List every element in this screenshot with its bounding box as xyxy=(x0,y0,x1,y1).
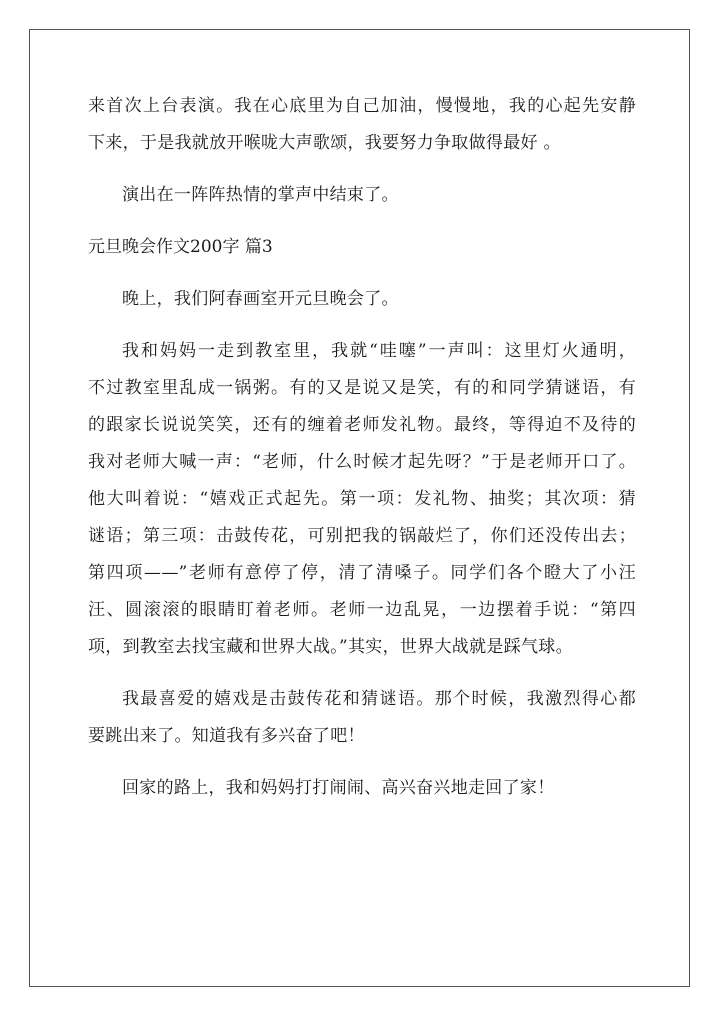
text-line: 第四项——”老师有意停了停，清了清嗓子。同学们各个瞪大了小汪 xyxy=(88,563,636,583)
paragraph xyxy=(88,281,636,318)
text-line: 我最喜爱的嬉戏是击鼓传花和猜谜语。那个时候，我激烈得心都 xyxy=(122,689,636,709)
text-line: 下来，于是我就放开喉咙大声歌颂，我要努力争取做得最好 。 xyxy=(88,133,561,153)
text-line: 要跳出来了。知道我有多兴奋了吧！ xyxy=(88,726,365,746)
text-line: 的跟家长说说笑笑，还有的缠着老师发礼物。最终，等得迫不及待的 xyxy=(88,415,636,435)
text-line: 回家的路上，我和妈妈打打闹闹、高兴奋兴地走回了家！ xyxy=(122,778,555,798)
text-line: 他大叫着说：“嬉戏正式起先。第一项：发礼物、抽奖；其次项：猜 xyxy=(88,489,636,509)
text-line: 不过教室里乱成一锅粥。有的又是说又是笑，有的和同学猜谜语，有 xyxy=(88,378,636,398)
text-line: 演出在一阵阵热情的掌声中结束了。 xyxy=(122,185,399,205)
paragraph xyxy=(88,333,636,666)
text-line: 来首次上台表演。我在心底里为自己加油，慢慢地，我的心起先安静 xyxy=(88,96,636,116)
text-line: 谜语；第三项：击鼓传花，可别把我的锅敲烂了，你们还没传出去； xyxy=(88,526,636,546)
paragraph xyxy=(88,88,636,162)
text-line: 项，到教室去找宝藏和世界大战。”其实，世界大战就是踩气球。 xyxy=(88,637,573,657)
text-line: 晚上，我们阿春画室开元旦晚会了。 xyxy=(122,289,399,309)
text-line: 汪、圆滚滚的眼睛盯着老师。老师一边乱晃，一边摆着手说：“第四 xyxy=(88,600,636,620)
text-line: 我对老师大喊一声：“老师，什么时候才起先呀？”于是老师开口了。 xyxy=(88,452,636,472)
section-heading: 元旦晚会作文200字 篇3 xyxy=(88,237,273,257)
text-line: 我和妈妈一走到教室里，我就“哇噻”一声叫：这里灯火通明， xyxy=(122,341,636,361)
paragraph xyxy=(88,770,636,807)
paragraph xyxy=(88,681,636,755)
document-body xyxy=(88,88,636,807)
paragraph xyxy=(88,177,636,214)
